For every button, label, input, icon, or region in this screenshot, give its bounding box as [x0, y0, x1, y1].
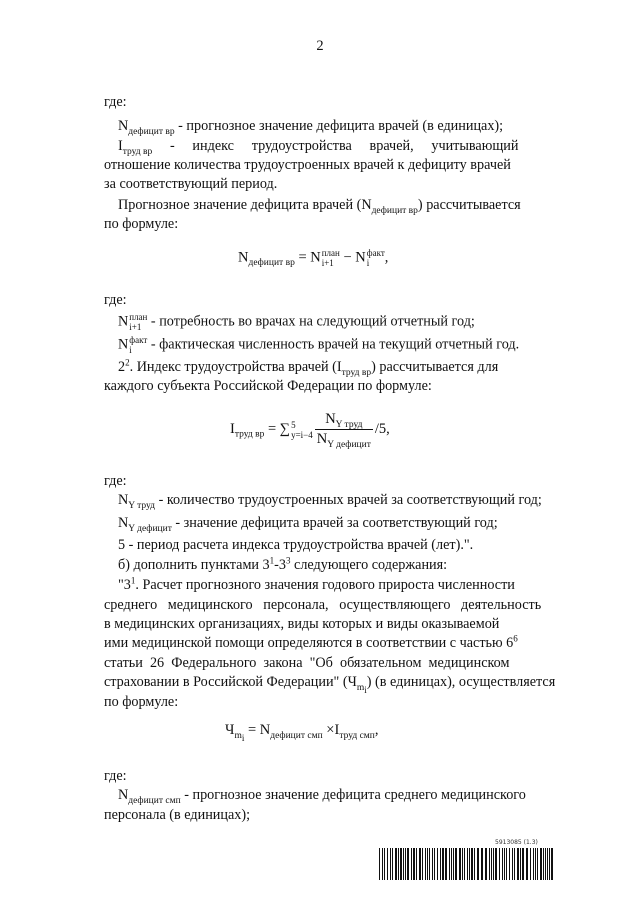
where-label: где:: [104, 473, 127, 489]
paragraph-line: за соответствующий период.: [104, 176, 278, 192]
barcode-bar: [462, 848, 463, 880]
barcode-bar: [477, 848, 479, 880]
barcode-bar: [509, 848, 510, 880]
barcode-bar: [549, 848, 550, 880]
paragraph-line: "$3^1$. Расчет прогнозного значения годового прироста численности: [118, 575, 515, 593]
barcode-bar: [400, 848, 402, 880]
paragraph-line: каждого субъекта Российской Федерации по формуле:: [104, 378, 432, 394]
paragraph-line: в медицинских организациях, виды которых и виды оказываемой: [104, 616, 500, 632]
barcode-bar: [485, 848, 487, 880]
barcode-bar: [449, 848, 450, 880]
barcode-bar: [512, 848, 513, 880]
barcode-bar: [432, 848, 433, 880]
barcode: [379, 848, 553, 880]
barcode-bar: [489, 848, 490, 880]
barcode-bar: [543, 848, 544, 880]
paragraph-line: по формуле:: [104, 694, 179, 710]
paragraph-line: $2^2$. Индекс трудоустройства врачей $(I_{труд вр})$ рассчитывается для: [118, 357, 499, 378]
formula-growth: $Ч_{m_i} = N_{дефицит смп} \times I_{труд смп}$,: [225, 722, 379, 743]
barcode-bar: [416, 848, 417, 880]
barcode-label: 5913085 (1.3): [495, 839, 538, 846]
barcode-bar: [502, 848, 503, 880]
barcode-bar: [407, 848, 409, 880]
formula-index: $I_{труд вр}$ = ∑ 5 y=i−4 $\frac{N_{Y труд}}{N_{Y дефицит}}$ /5,: [230, 411, 390, 450]
barcode-bar: [495, 848, 497, 880]
barcode-bar: [451, 848, 452, 880]
paragraph-line: по формуле:: [104, 216, 179, 232]
barcode-bar: [455, 848, 457, 880]
barcode-bar: [392, 848, 393, 880]
barcode-bar: [434, 848, 435, 880]
barcode-bar: [526, 848, 528, 880]
paragraph-line: ими медицинской помощи определяются в соответствии с частью $6^6$: [104, 633, 518, 651]
barcode-bar: [517, 848, 519, 880]
paragraph-line: Прогнозное значение дефицита врачей $(N_{дефицит вр})$ рассчитывается: [118, 197, 521, 216]
barcode-bar: [453, 848, 454, 880]
barcode-bar: [514, 848, 515, 880]
barcode-bar: [504, 848, 505, 880]
barcode-bar: [429, 848, 430, 880]
where-label: где:: [104, 768, 127, 784]
barcode-bar: [537, 848, 538, 880]
barcode-bar: [520, 848, 521, 880]
where-label: где:: [104, 94, 127, 110]
barcode-bar: [384, 848, 385, 880]
barcode-bar: [425, 848, 426, 880]
paragraph-line: статьи 26 Федерального закона "Об обязательном медицинском: [104, 655, 510, 671]
where-label: где:: [104, 292, 127, 308]
barcode-bar: [422, 848, 423, 880]
barcode-bar: [427, 848, 428, 880]
barcode-bar: [398, 848, 399, 880]
barcode-bar: [530, 848, 531, 880]
barcode-bar: [493, 848, 494, 880]
barcode-bar: [491, 848, 492, 880]
barcode-bar: [469, 848, 470, 880]
barcode-bar: [413, 848, 415, 880]
barcode-bar: [437, 848, 438, 880]
definition-deficit: $N_{дефицит вр}$ - прогнозное значение дефицита врачей (в единицах);: [118, 118, 504, 137]
barcode-bar: [551, 848, 553, 880]
barcode-bar: [540, 848, 542, 880]
definition-deficit-nurse: $N_{дефицит смп}$ - прогнозное значение дефицита среднего медицинского: [118, 787, 526, 806]
barcode-bar: [522, 848, 524, 880]
paragraph-line: б) дополнить пунктами $3^1-3^3$ следующего содержания:: [118, 555, 448, 573]
barcode-bar: [547, 848, 548, 880]
paragraph-line: 5 - период расчета индекса трудоустройства врачей (лет).".: [118, 537, 474, 553]
barcode-bar: [442, 848, 444, 880]
barcode-bar: [464, 848, 465, 880]
barcode-bar: [379, 848, 380, 880]
definition-actual: N факт i - фактическая численность врачей на текущий отчетный год.: [118, 335, 520, 355]
barcode-bar: [405, 848, 406, 880]
definition-deficit-year: $N_{Y дефицит}$ - значение дефицита врачей за соответствующий год;: [118, 515, 498, 534]
barcode-bar: [474, 848, 475, 880]
definition-need: N план i+1 - потребность во врачах на следующий отчетный год;: [118, 312, 475, 332]
definition-index: $I_{труд вр}$ - индекс трудоустройства врачей, учитывающий: [118, 138, 519, 157]
page-number: 2: [316, 38, 324, 54]
barcode-bar: [481, 848, 483, 880]
paragraph-line: страховании в Российской Федерации" $(Ч_{m_i})$ (в единицах), осуществляется: [104, 674, 556, 695]
barcode-bar: [471, 848, 473, 880]
barcode-bar: [533, 848, 534, 880]
barcode-bar: [390, 848, 391, 880]
barcode-bar: [506, 848, 507, 880]
formula-deficit: $N_{дефицит вр} = N$ план i+1 − N факт i ,: [238, 248, 389, 269]
barcode-bar: [395, 848, 397, 880]
barcode-bar: [535, 848, 536, 880]
barcode-bar: [499, 848, 500, 880]
barcode-bar: [411, 848, 412, 880]
paragraph-line: отношение количества трудоустроенных врачей к дефициту врачей: [104, 157, 511, 173]
barcode-bar: [445, 848, 447, 880]
barcode-bar: [382, 848, 383, 880]
barcode-bar: [545, 848, 546, 880]
definition-employed: $N_{Y труд}$ - количество трудоустроенных врачей за соответствующий год;: [118, 492, 542, 511]
barcode-bar: [459, 848, 461, 880]
barcode-bar: [387, 848, 388, 880]
barcode-bar: [440, 848, 441, 880]
barcode-bar: [419, 848, 421, 880]
barcode-bar: [467, 848, 468, 880]
paragraph-line: персонала (в единицах);: [104, 807, 251, 823]
paragraph-line: среднего медицинского персонала, осуществляющего деятельность: [104, 597, 542, 613]
barcode-bar: [403, 848, 404, 880]
